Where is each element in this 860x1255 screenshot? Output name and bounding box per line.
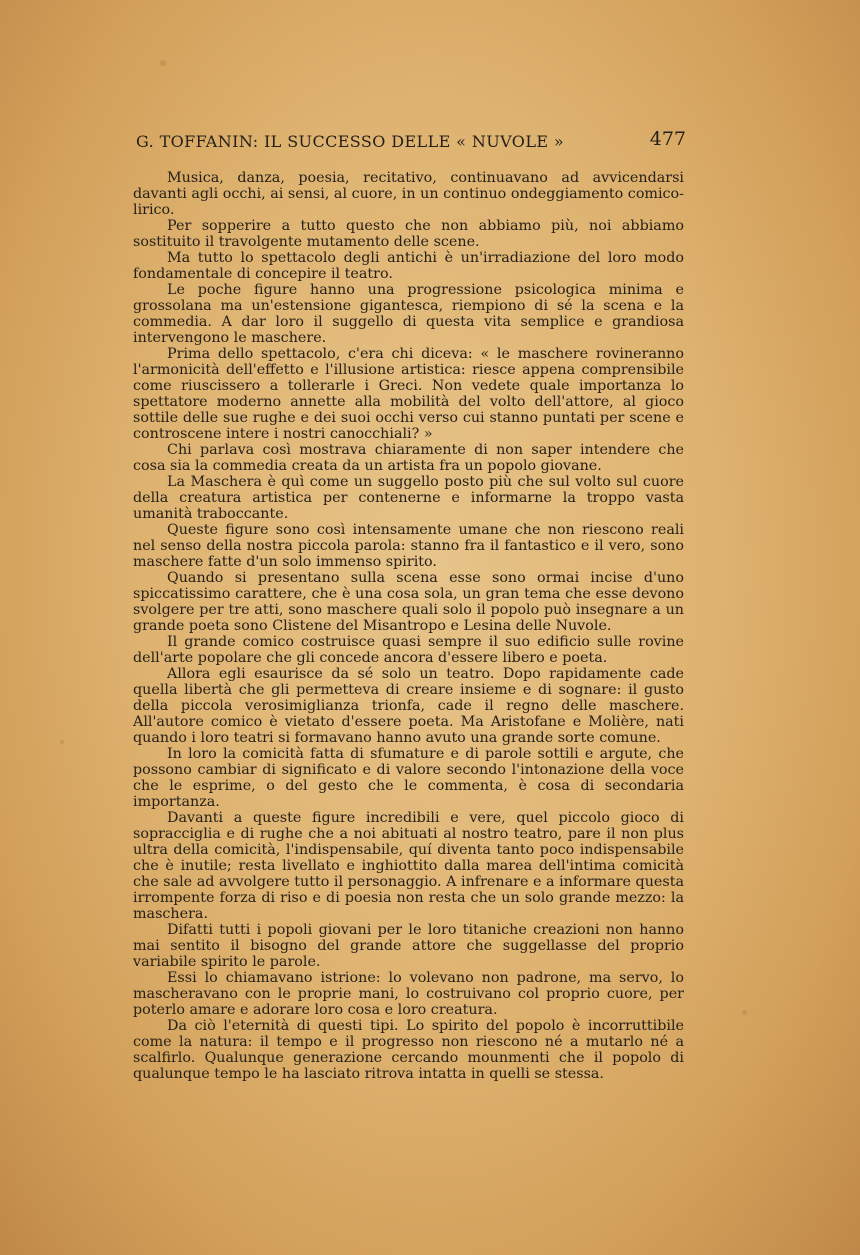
paragraph: Per sopperire a tutto questo che non abbiamo più, noi abbiamo sostituito il travolgente mutamento delle scene.	[133, 218, 684, 250]
paragraph: Allora egli esaurisce da sé solo un teatro. Dopo rapidamente cade quella libertà che gli permetteva di creare insieme e di sognare: il gusto della piccola verosimiglianza trionfa, cade il regno delle maschere. All'autore comico è vietato d'essere poeta. Ma Aristofane e Molière, nati quando i loro teatri si formavano hanno avuto una grande sorte comune.	[133, 666, 684, 746]
paragraph: Ma tutto lo spettacolo degli antichi è un'irradiazione del loro modo fondamentale di concepire il teatro.	[133, 250, 684, 282]
paragraph: Queste figure sono così intensamente umane che non riescono reali nel senso della nostra piccola parola: stanno fra il fantastico e il vero, sono maschere fatte d'un solo immenso spirito.	[133, 522, 684, 570]
paper-stain	[60, 740, 64, 744]
paragraph: Chi parlava così mostrava chiaramente di non saper intendere che cosa sia la commedia creata da un artista fra un popolo giovane.	[133, 442, 684, 474]
paragraph: Prima dello spettacolo, c'era chi diceva: « le maschere rovineranno l'armonicità dell'effetto e l'illusione artistica: riesce appena comprensibile come riuscissero a tollerarle i Greci. Non vedete quale importanza lo spettatore moderno annette alla mobilità del volto dell'attore, al gioco sottile delle sue rughe e dei suoi occhi verso cui stanno puntati per scene e controscene intere i nostri canocchiali? »	[133, 346, 684, 442]
paragraph: Musica, danza, poesia, recitativo, continuavano ad avvicendarsi davanti agli occhi, ai sensi, al cuore, in un continuo ondeggiamento comico-lirico.	[133, 170, 684, 218]
paragraph: Difatti tutti i popoli giovani per le loro titaniche creazioni non hanno mai sentito il bisogno del grande attore che suggellasse del proprio variabile spirito le parole.	[133, 922, 684, 970]
paragraph: La Maschera è quì come un suggello posto più che sul volto sul cuore della creatura artistica per contenerne e informarne la troppo vasta umanità traboccante.	[133, 474, 684, 522]
paragraph: Da ciò l'eternità di questi tipi. Lo spirito del popolo è incorruttibile come la natura: il tempo e il progresso non riescono né a mutarlo né a scalfirlo. Qualunque generazione cercando mounmenti che il popolo di qualunque tempo le ha lasciato ritrova intatta in quelli se stessa.	[133, 1018, 684, 1082]
paragraph: Quando si presentano sulla scena esse sono ormai incise d'uno spiccatissimo carattere, che è una cosa sola, un gran tema che esse devono svolgere per tre atti, sono maschere quali solo il popolo può insegnare a un grande poeta sono Clistene del Misantropo e Lesina delle Nuvole.	[133, 570, 684, 634]
page-number: 477	[649, 128, 686, 150]
paragraph: Le poche figure hanno una progressione psicologica minima e grossolana ma un'estensione gigantesca, riempiono di sé la scena e la commedia. A dar loro il suggello di questa vita semplice e grandiosa intervengono le maschere.	[133, 282, 684, 346]
paragraph: Il grande comico costruisce quasi sempre il suo edificio sulle rovine dell'arte popolare che gli concede ancora d'essere libero e poeta.	[133, 634, 684, 666]
running-head	[136, 128, 686, 152]
paper-stain	[742, 1010, 747, 1015]
paragraph: Essi lo chiamavano istrione: lo volevano non padrone, ma servo, lo mascheravano con le proprie mani, lo costruivano col proprio cuore, per poterlo amare e adorare loro cosa e loro creatura.	[133, 970, 684, 1018]
paragraph: Davanti a queste figure incredibili e vere, quel piccolo gioco di sopracciglia e di rughe che a noi abituati al nostro teatro, pare il non plus ultra della comicità, l'indispensabile, quí diventa tanto poco indispensabile che è inutile; resta livellato e inghiottito dalla marea dell'intima comicità che sale ad avvolgere tutto il personaggio. A infrenare e a informare questa irrompente forza di riso e di poesia non resta che un solo grande mezzo: la maschera.	[133, 810, 684, 922]
body-text	[133, 170, 684, 1082]
running-title: G. TOFFANIN: IL SUCCESSO DELLE « NUVOLE »	[136, 132, 565, 151]
paper-stain	[160, 60, 166, 66]
paragraph: In loro la comicità fatta di sfumature e di parole sottili e argute, che possono cambiar di significato e di valore secondo l'intonazione della voce che le esprime, o del gesto che le commenta, è cosa di secondaria importanza.	[133, 746, 684, 810]
